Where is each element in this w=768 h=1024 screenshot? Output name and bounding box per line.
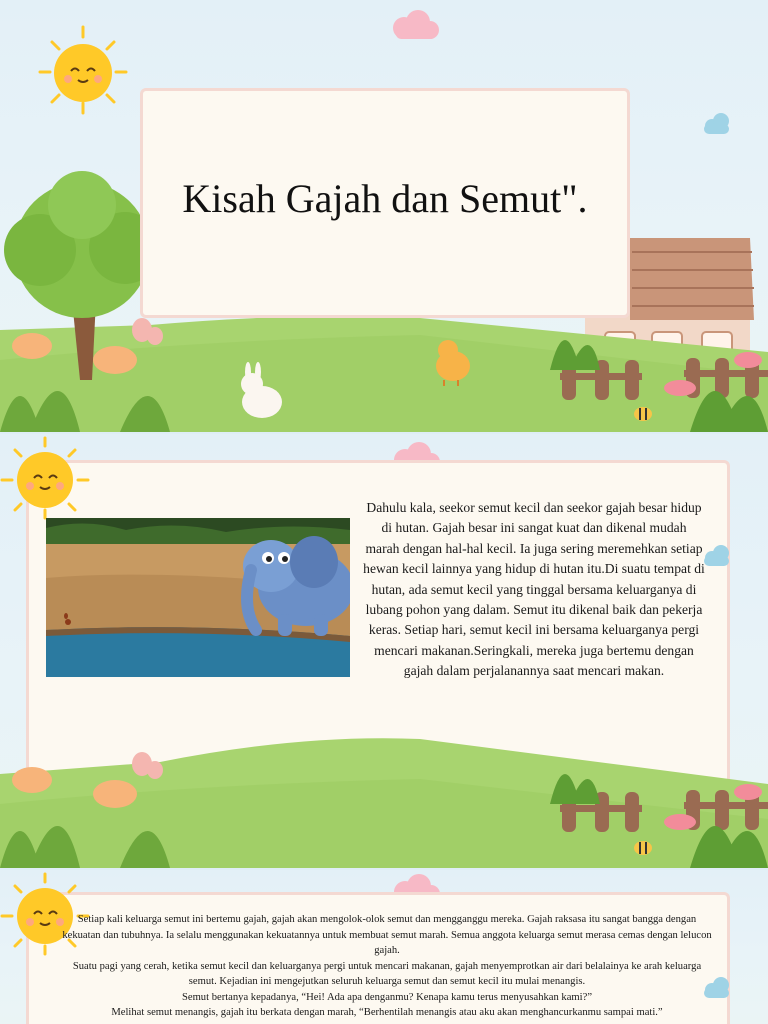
slide-1: [0, 0, 768, 432]
elephant-and-ant-image: [46, 518, 350, 677]
story-line: Suatu pagi yang cerah, ketika semut kecil dan keluarganya pergi untuk mencari makanan, gajah menyemprotkan air dari belalainya ke arah keluarga semut. Kejadian ini mengejutkan seluruh keluarga semut dan semut kecil itu mulai menangis.: [72, 960, 702, 987]
story-title: Kisah Gajah dan Semut".: [182, 176, 588, 221]
sun-icon: [40, 27, 126, 113]
bee-icon: [634, 407, 652, 421]
story-paragraph: Dahulu kala, seekor semut kecil dan seekor gajah besar hidup di hutan. Gajah besar ini sangat kuat dan dikenal mudah marah dengan hal-hal kecil. Ia juga sering meremehkan setiap hewan kecil lainnya yang hidup di hutan itu.Di suatu tempat di hutan, ada semut kecil yang tinggal bersama keluarganya di lubang pohon yang dalam. Semut itu dikenal baik dan pekerja keras. Setiap hari, semut kecil ini bersama keluarganya pergi mencari makanan.Seringkali, mereka juga bertemu dengan gajah dalam perjalanannya saat mencari makan.: [363, 500, 705, 679]
title-card: [140, 88, 630, 318]
pink-cloud-icon: [393, 10, 439, 39]
story-line: Melihat semut menangis, gajah itu berkata dengan marah, “Berhentilah menangis atau aku akan menghancurkanmu sampai mati.”: [111, 1007, 663, 1018]
story-line: Semut bertanya kepadanya, “Hei! Ada apa denganmu? Kenapa kamu terus menyusahkan kami?”: [181, 991, 593, 1003]
blue-cloud-icon: [704, 545, 729, 566]
blue-cloud-icon: [704, 113, 729, 134]
story-text-block: [62, 912, 712, 1021]
bee-icon: [634, 841, 652, 855]
sun-icon: [2, 438, 88, 518]
story-line: Setiap kali keluarga semut ini bertemu gajah, gajah akan mengolok-olok semut dan mengganggu mereka. Gajah raksasa itu sangat bangga dengan kekuatan dan tubuhnya. Ia selalu menggunakan kekuatannya untuk membuat semut marah. Semua anggota keluarga semut merasa cemas dengan lelucon gajah.: [62, 914, 712, 956]
slide-2: [0, 434, 768, 868]
slide-3: [0, 870, 768, 1024]
